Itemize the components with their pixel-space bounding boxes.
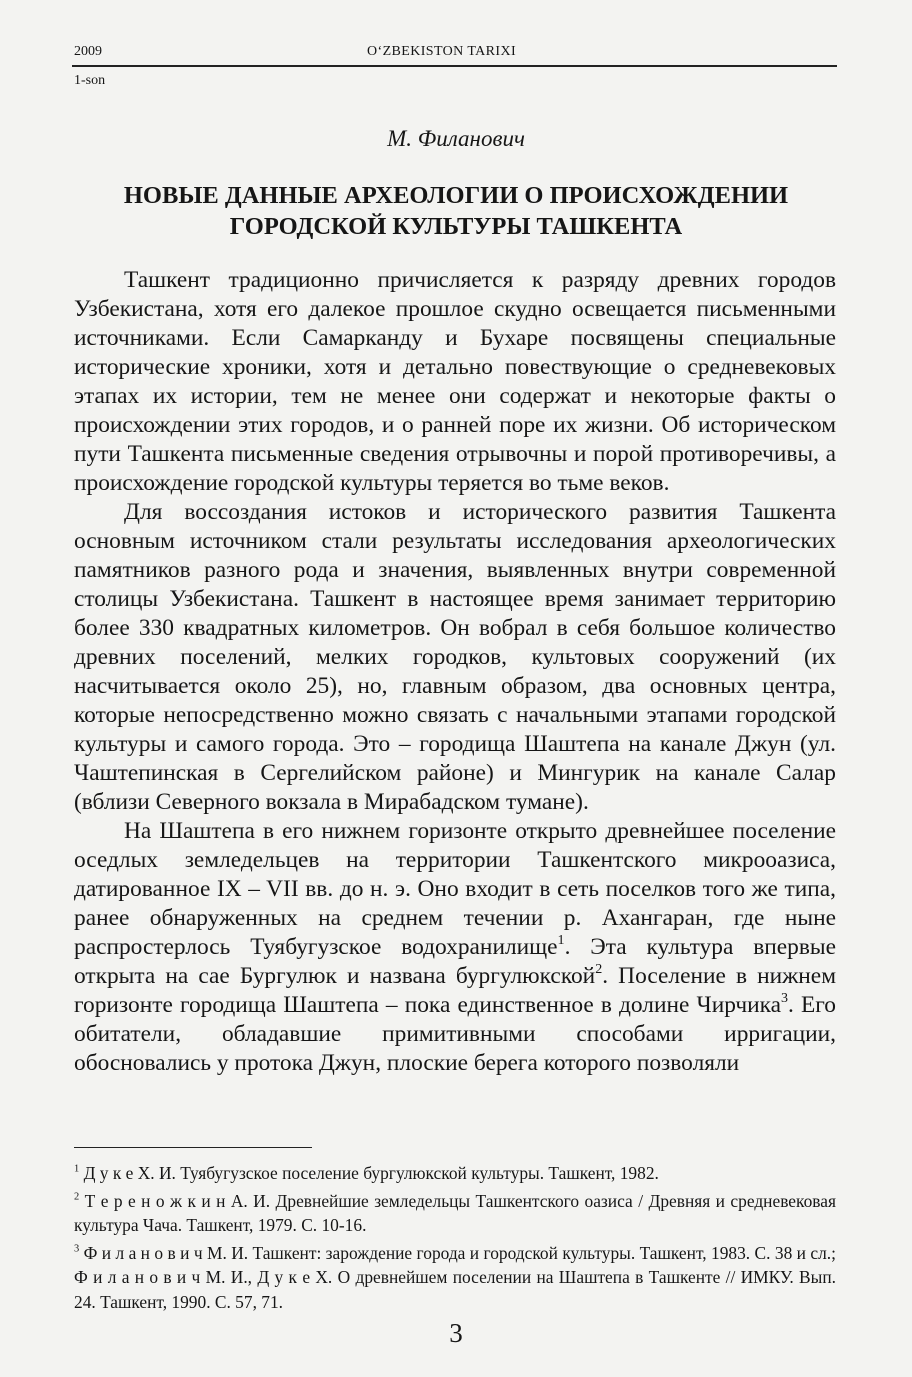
footnote-2-author: Т е р е н о ж к и н xyxy=(84,1190,226,1211)
paragraph-3-part-3: . Поселение в нижнем горизонте городища Шаштепа – пока единственное в долине Чирчика xyxy=(74,963,836,1018)
paragraph-2: Для воссоздания истоков и исторического развития Ташкента основным источником стали результаты исследования археологических памятников разного рода и значения, выявленных внутри современной столицы Узбекистана. Ташкент в настоящее время занимает территорию более 330 квадратных километров. Он вобрал в себя большое количество древних поселений, мелких городков, культовых сооружений (их насчитывается около 25), но, главным образом, два основных центра, которые непосредственно можно связать с начальными этапами городской культуры и самого города. Это – городища Шаштепа на канале Джун (ул. Чаштепинская в Сергелийском районе) и Мингурик на канале Салар (вблизи Северного вокзала в Мирабадском тумане). xyxy=(74,499,836,815)
article-title-line-1: НОВЫЕ ДАННЫЕ АРХЕОЛОГИИ О ПРОИСХОЖДЕНИИ xyxy=(123,182,789,209)
paragraph-3 xyxy=(74,817,836,1078)
footnote-3-author-3: Д у к е xyxy=(257,1267,311,1287)
article-title-line-2: ГОРОДСКОЙ КУЛЬТУРЫ ТАШКЕНТА xyxy=(229,213,683,240)
footnote-2-number: 2 xyxy=(74,1191,80,1203)
footnote-2 xyxy=(74,1189,836,1238)
paragraph-1: Ташкент традиционно причисляется к разряду древних городов Узбекистана, хотя его далекое прошлое скудно освещается письменными источниками. Если Самарканду и Бухаре посвящены специальные исторические хроники, хотя и детально повествующие о средневековых этапах их истории, тем не менее они содержат и некоторые факты о происхождении этих городов, и о ранней поре их жизни. Об историческом пути Ташкента письменные сведения отрывочны и порой противоречивы, а происхождение городской культуры теряется во тьме веков. xyxy=(74,267,836,496)
footnote-1-number: 1 xyxy=(74,1163,80,1175)
footnote-3-text-1: М. И. Ташкент: зарождение города и городской культуры. Ташкент, 1983. С. 38 и сл.; xyxy=(202,1242,836,1263)
header-issue: 1-son xyxy=(74,73,106,88)
footnote-3-text-3: Х. О древнейшем поселении на Шаштепа в Ташкенте // ИМКУ. Вып. 24. Ташкент, 1990. С. 57, 71. xyxy=(74,1267,836,1312)
footnote-ref-1[interactable]: 1 xyxy=(557,932,565,949)
footnote-1-author: Д у к е xyxy=(83,1163,134,1183)
paragraph-3-part-4: . Его обитатели, обладавшие примитивными способами ирригации, обосновались у протока Джун, плоские берега которого позволяли xyxy=(74,992,836,1076)
footnote-3-number: 3 xyxy=(74,1243,80,1255)
paragraph-3-part-2: . Эта культура впервые открыта на сае Бургулюк и названа бургулюкской xyxy=(74,934,836,989)
footnote-3-text-2: М. И., xyxy=(200,1267,258,1287)
footnote-3 xyxy=(74,1241,836,1315)
paragraph-3-part-1: На Шаштепа в его нижнем горизонте открыто древнейшее поселение оседлых земледельцев на территории Ташкентского микрооазиса, датированное IX – VII вв. до н. э. Оно входит в сеть поселков того же типа, ранее обнаруженных на среднем течении р. Ахангаран, где ныне распростерлось Туябугузское водохранилище xyxy=(74,818,836,960)
footnote-1 xyxy=(74,1161,836,1186)
page-number: 3 xyxy=(449,1318,463,1348)
footnote-1-text: Х. И. Туябугузское поселение бургулюкской культуры. Ташкент, 1982. xyxy=(133,1163,659,1183)
footnote-3-author-1: Ф и л а н о в и ч xyxy=(83,1242,203,1263)
footnote-rule xyxy=(74,1147,312,1148)
footnote-3-author-2: Ф и л а н о в и ч xyxy=(74,1267,201,1287)
article-author: М. Филанович xyxy=(387,126,525,151)
header-year: 2009 xyxy=(74,44,102,59)
header-journal-title: O‘ZBEKISTON TARIXI xyxy=(367,44,517,59)
footnotes xyxy=(74,1161,836,1317)
footnote-2-text: А. И. Древнейшие земледельцы Ташкентского оазиса / Древняя и средневековая культура Чача. Ташкент, 1979. С. 10-16. xyxy=(74,1190,836,1235)
article-body xyxy=(74,266,836,1078)
footnote-ref-2[interactable]: 2 xyxy=(595,961,603,978)
header-rule xyxy=(72,65,837,67)
article-title xyxy=(60,180,852,242)
footnote-ref-3[interactable]: 3 xyxy=(781,990,789,1007)
